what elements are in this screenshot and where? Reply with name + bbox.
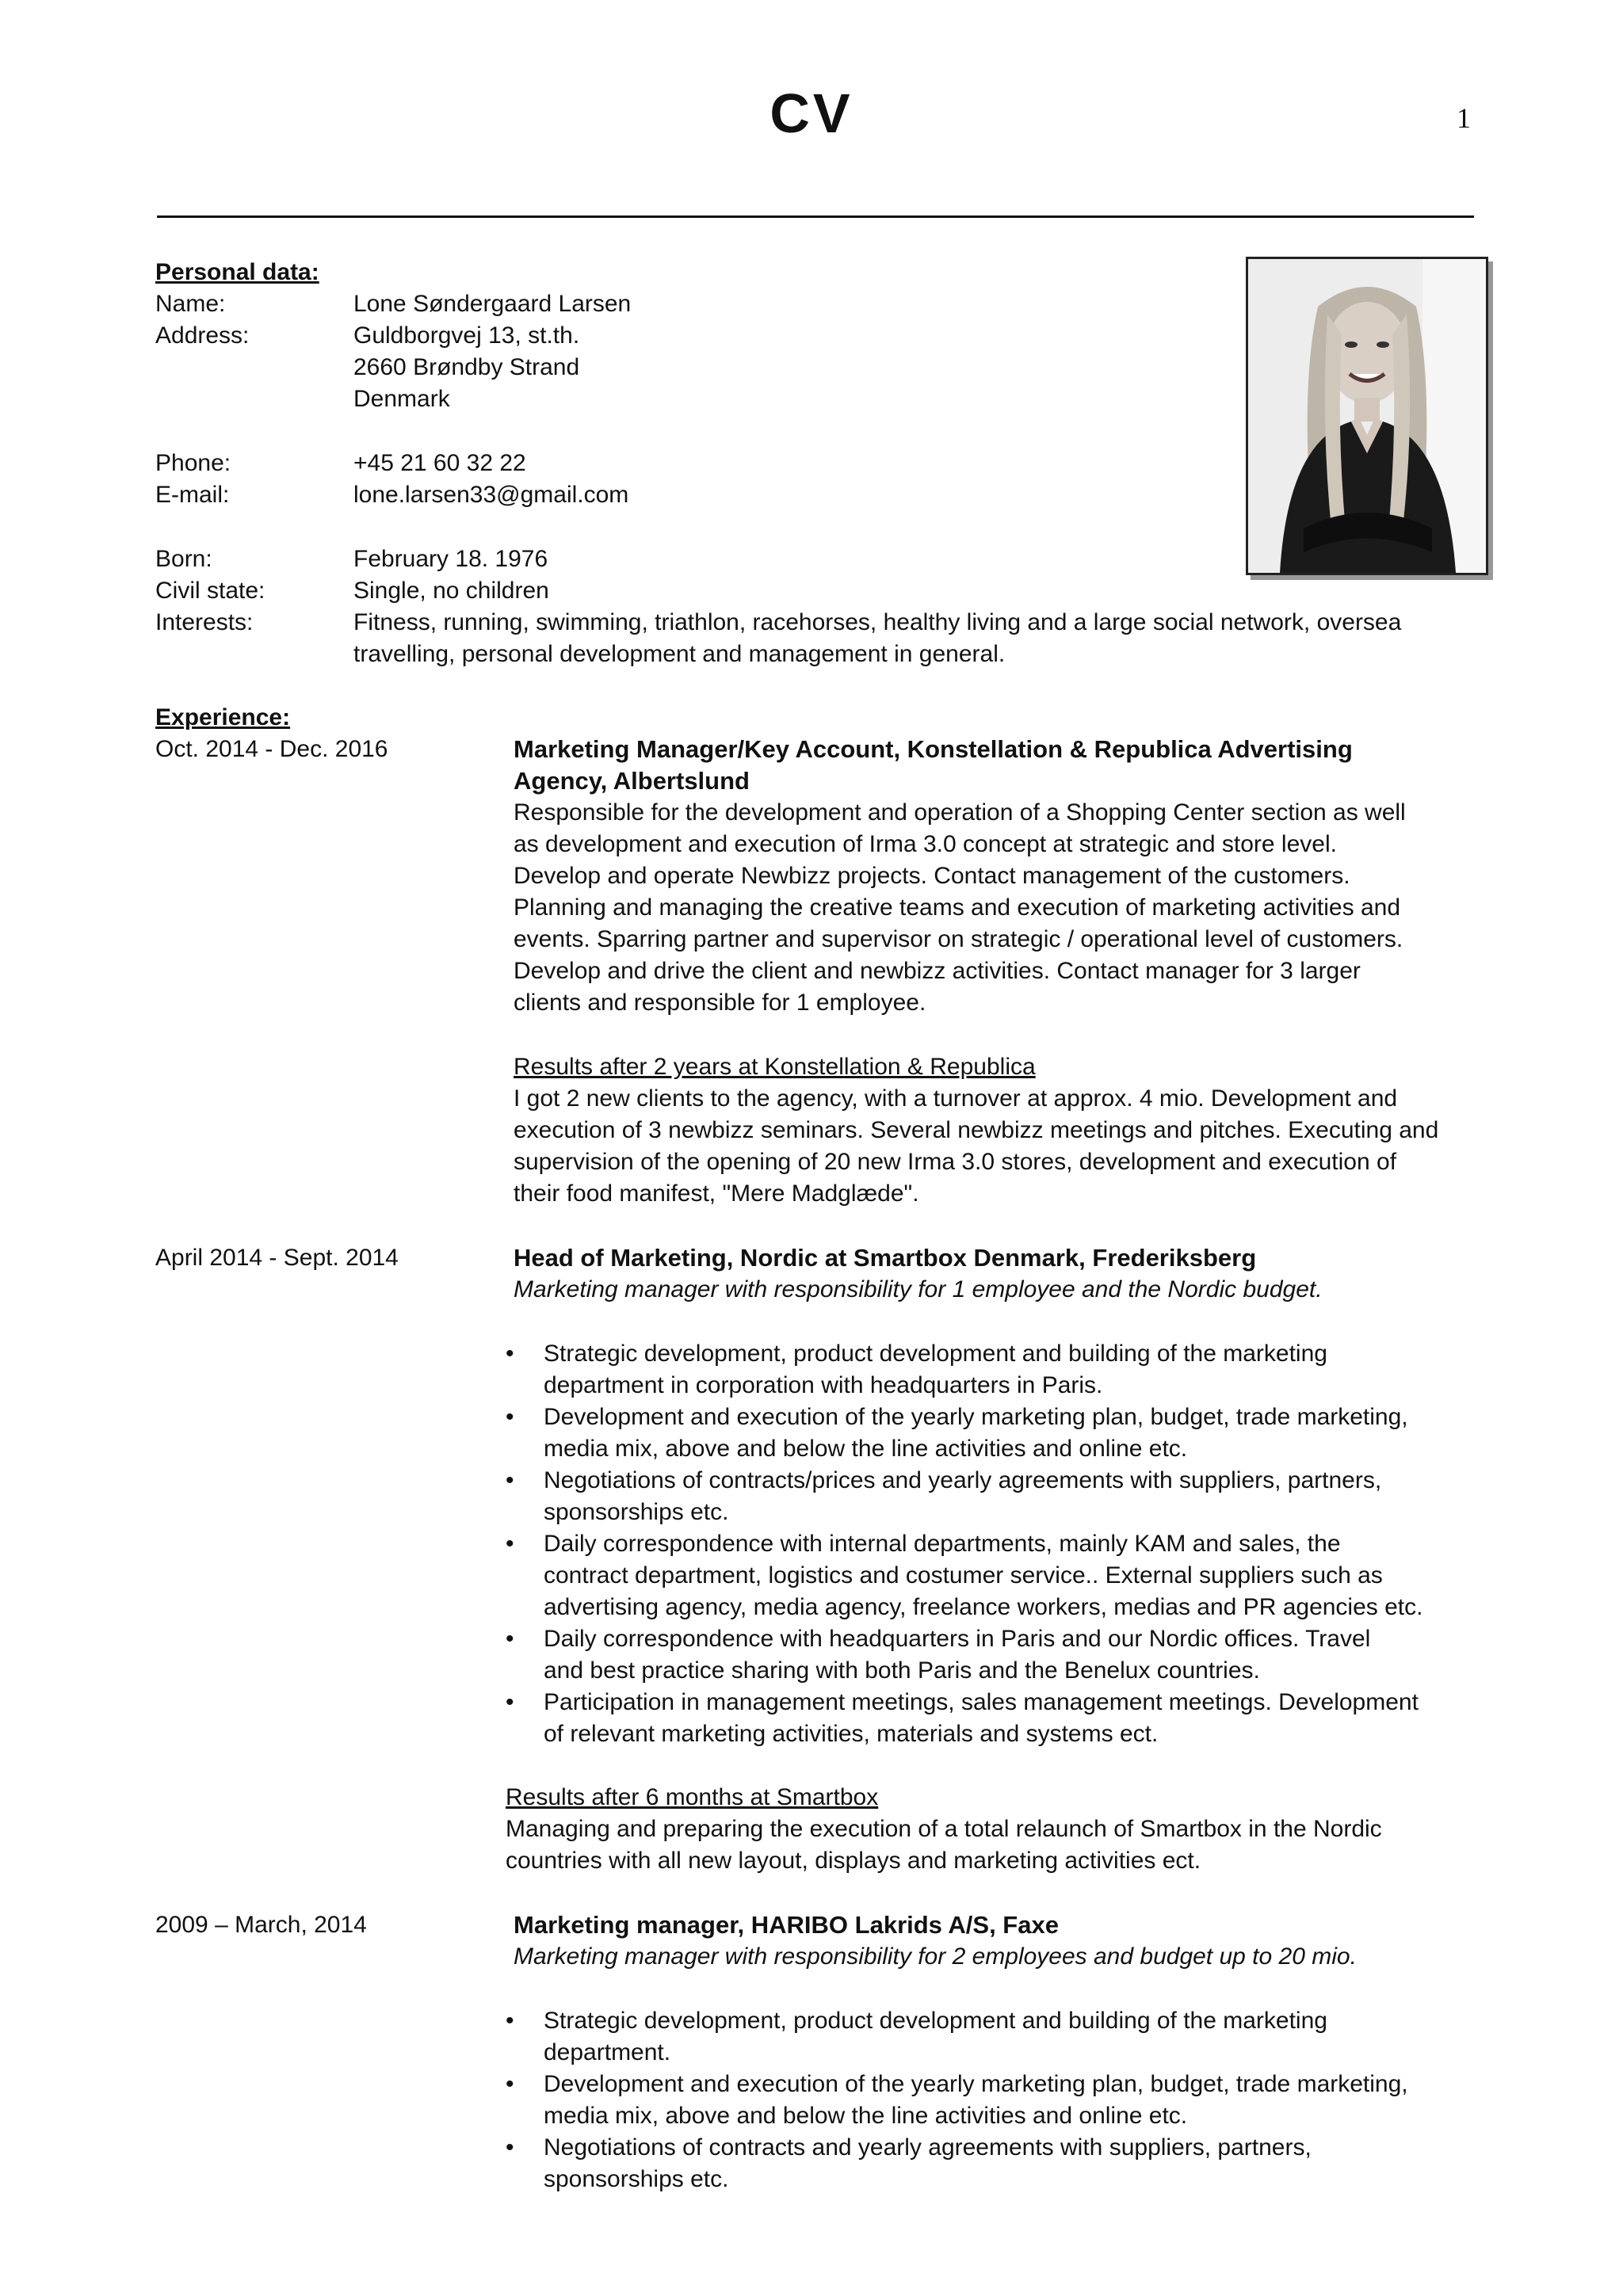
job1-results-heading: Results after 2 years at Konstellation & Republica bbox=[514, 1054, 1036, 1080]
job3-bullet-3-line-2: sponsorships etc. bbox=[544, 2166, 729, 2192]
job1-body-line: Responsible for the development and operation of a Shopping Center section as well bbox=[514, 799, 1406, 826]
job2-title: Head of Marketing, Nordic at Smartbox Denmark, Frederiksberg bbox=[514, 1244, 1257, 1272]
address-line-2: 2660 Brøndby Strand bbox=[353, 354, 580, 380]
job3-bullet-2-line-1: Development and execution of the yearly marketing plan, budget, trade marketing, bbox=[544, 2071, 1408, 2097]
job2-subtitle: Marketing manager with responsibility for 1 employee and the Nordic budget. bbox=[514, 1276, 1323, 1302]
page-number: 1 bbox=[1457, 102, 1471, 134]
job3-bullet-3-line-1: Negotiations of contracts and yearly agreements with suppliers, partners, bbox=[544, 2134, 1312, 2161]
born-value: February 18. 1976 bbox=[353, 546, 548, 572]
job3-bullet-2-line-2: media mix, above and below the line activities and online etc. bbox=[544, 2103, 1188, 2129]
job2-bullet-6-line-2: of relevant marketing activities, materials and systems ect. bbox=[544, 1721, 1159, 1747]
portrait-photo bbox=[1246, 257, 1488, 575]
job1-body-line: Develop and drive the client and newbizz activities. Contact manager for 3 larger bbox=[514, 958, 1361, 984]
job2-bullet-2-line-2: media mix, above and below the line activities and online etc. bbox=[544, 1436, 1188, 1462]
interests-line-1: Fitness, running, swimming, triathlon, racehorses, healthy living and a large social network, oversea bbox=[353, 609, 1402, 635]
born-label: Born: bbox=[155, 546, 212, 572]
bullet-icon: • bbox=[506, 1404, 514, 1430]
email-label: E-mail: bbox=[155, 482, 230, 508]
bullet-icon: • bbox=[506, 2134, 514, 2161]
name-label: Name: bbox=[155, 291, 226, 317]
bullet-icon: • bbox=[506, 1626, 514, 1652]
interests-line-2: travelling, personal development and management in general. bbox=[353, 641, 1006, 667]
bullet-icon: • bbox=[506, 1531, 514, 1557]
job1-body-line: clients and responsible for 1 employee. bbox=[514, 990, 926, 1016]
job2-bullet-1-line-2: department in corporation with headquarters in Paris. bbox=[544, 1372, 1103, 1398]
experience-heading: Experience: bbox=[155, 704, 291, 730]
job1-body-line: events. Sparring partner and supervisor on strategic / operational level of customers. bbox=[514, 926, 1403, 952]
address-line-1: Guldborgvej 13, st.th. bbox=[353, 322, 580, 349]
email-value[interactable]: lone.larsen33@gmail.com bbox=[353, 482, 629, 508]
job1-title-line-2: Agency, Albertslund bbox=[514, 767, 750, 795]
job3-date: 2009 – March, 2014 bbox=[155, 1912, 367, 1938]
job1-results-line: execution of 3 newbizz seminars. Several newbizz meetings and pitches. Executing and bbox=[514, 1117, 1439, 1143]
job2-results-line: Managing and preparing the execution of a total relaunch of Smartbox in the Nordic bbox=[506, 1816, 1382, 1842]
job2-bullet-4-line-3: advertising agency, media agency, freelance workers, medias and PR agencies etc. bbox=[544, 1594, 1423, 1620]
job2-bullet-3-line-1: Negotiations of contracts/prices and yearly agreements with suppliers, partners, bbox=[544, 1467, 1382, 1493]
job1-title-line-1: Marketing Manager/Key Account, Konstellation & Republica Advertising bbox=[514, 735, 1353, 763]
job1-date: Oct. 2014 - Dec. 2016 bbox=[155, 736, 388, 762]
job1-results-line: their food manifest, "Mere Madglæde". bbox=[514, 1180, 919, 1207]
job1-results-line: I got 2 new clients to the agency, with a turnover at approx. 4 mio. Development and bbox=[514, 1085, 1398, 1112]
job2-results-heading: Results after 6 months at Smartbox bbox=[506, 1784, 879, 1810]
job1-body-line: Develop and operate Newbizz projects. Contact management of the customers. bbox=[514, 863, 1350, 889]
address-line-3: Denmark bbox=[353, 386, 450, 412]
job2-bullet-5-line-2: and best practice sharing with both Paris and the Benelux countries. bbox=[544, 1657, 1260, 1684]
job2-bullet-2-line-1: Development and execution of the yearly marketing plan, budget, trade marketing, bbox=[544, 1404, 1408, 1430]
phone-label: Phone: bbox=[155, 450, 231, 476]
job2-bullet-1-line-1: Strategic development, product development and building of the marketing bbox=[544, 1341, 1327, 1367]
civil-state-value: Single, no children bbox=[353, 578, 549, 604]
portrait-photo-icon bbox=[1248, 259, 1486, 573]
phone-value: +45 21 60 32 22 bbox=[353, 450, 526, 476]
job2-results-line: countries with all new layout, displays and marketing activities ect. bbox=[506, 1848, 1201, 1874]
page-title: CV bbox=[769, 82, 854, 144]
job2-date: April 2014 - Sept. 2014 bbox=[155, 1245, 399, 1271]
bullet-icon: • bbox=[506, 1341, 514, 1367]
personal-data-heading: Personal data: bbox=[155, 259, 319, 285]
name-value: Lone Søndergaard Larsen bbox=[353, 291, 632, 317]
job2-bullet-6-line-1: Participation in management meetings, sales management meetings. Development bbox=[544, 1689, 1419, 1715]
job3-bullet-1-line-1: Strategic development, product development and building of the marketing bbox=[544, 2008, 1327, 2034]
job3-bullet-1-line-2: department. bbox=[544, 2039, 671, 2065]
interests-label: Interests: bbox=[155, 609, 254, 635]
job1-results-line: supervision of the opening of 20 new Irma 3.0 stores, development and execution of bbox=[514, 1149, 1397, 1175]
civil-state-label: Civil state: bbox=[155, 578, 265, 604]
job2-bullet-4-line-1: Daily correspondence with internal departments, mainly KAM and sales, the bbox=[544, 1531, 1341, 1557]
header-divider bbox=[157, 215, 1474, 218]
bullet-icon: • bbox=[506, 2008, 514, 2034]
bullet-icon: • bbox=[506, 1467, 514, 1493]
address-label: Address: bbox=[155, 322, 250, 349]
job1-body-line: as development and execution of Irma 3.0 concept at strategic and store level. bbox=[514, 831, 1337, 857]
job3-subtitle: Marketing manager with responsibility for 2 employees and budget up to 20 mio. bbox=[514, 1943, 1357, 1970]
job1-body-line: Planning and managing the creative teams and execution of marketing activities and bbox=[514, 894, 1401, 921]
job3-title: Marketing manager, HARIBO Lakrids A/S, Faxe bbox=[514, 1911, 1059, 1939]
job2-bullet-3-line-2: sponsorships etc. bbox=[544, 1499, 729, 1525]
bullet-icon: • bbox=[506, 2071, 514, 2097]
job2-bullet-5-line-1: Daily correspondence with headquarters in Paris and our Nordic offices. Travel bbox=[544, 1626, 1371, 1652]
job2-bullet-4-line-2: contract department, logistics and costumer service.. External suppliers such as bbox=[544, 1562, 1383, 1589]
bullet-icon: • bbox=[506, 1689, 514, 1715]
